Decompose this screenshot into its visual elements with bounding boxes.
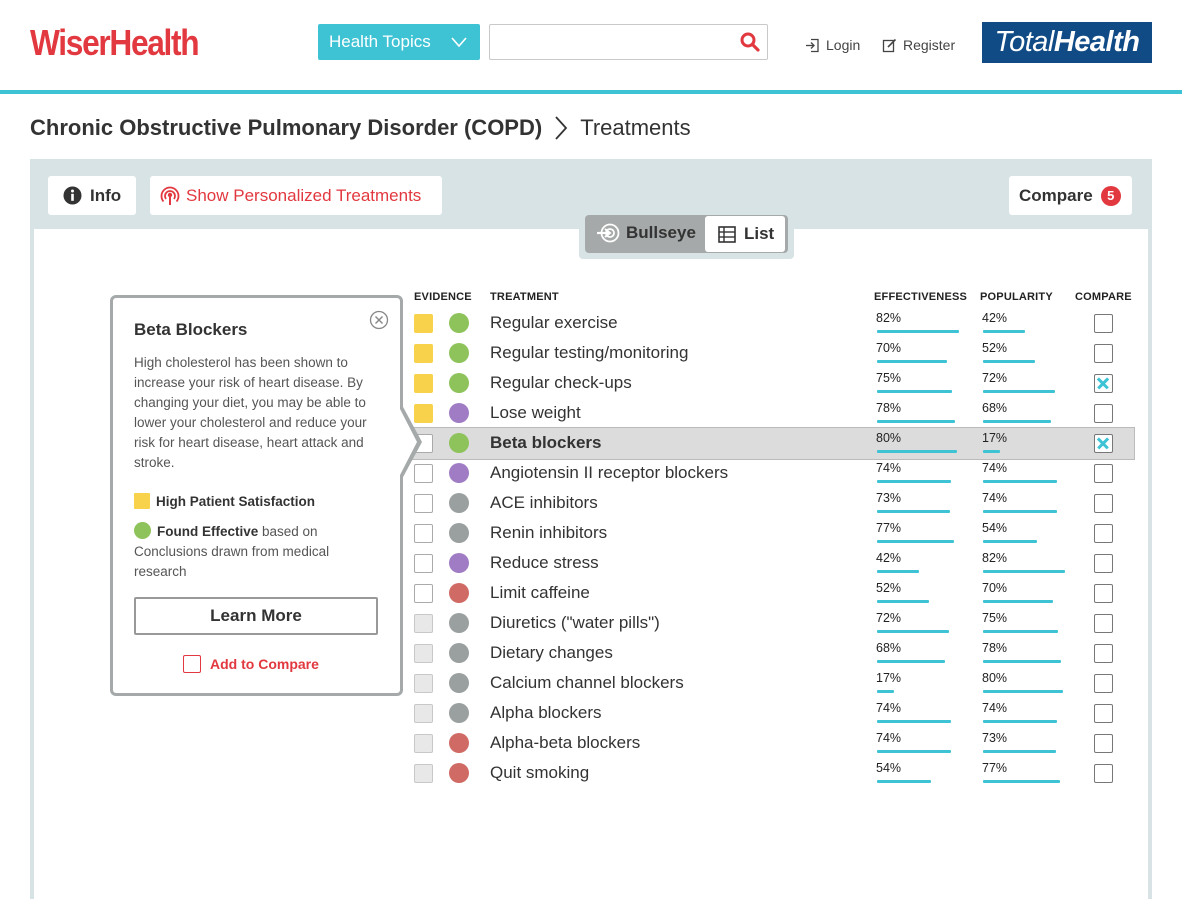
treatment-row[interactable] xyxy=(410,368,1135,398)
evidence-dot-icon xyxy=(449,553,469,573)
view-toggle xyxy=(585,215,788,253)
effectiveness-percent: 74% xyxy=(876,461,902,475)
evidence-square-icon xyxy=(414,524,433,543)
popularity-meter xyxy=(980,491,1070,517)
treatment-name[interactable]: Dietary changes xyxy=(490,643,613,662)
effectiveness-percent: 80% xyxy=(876,431,902,445)
effectiveness-bar xyxy=(877,690,894,693)
effectiveness-bar xyxy=(877,630,949,633)
col-header-treatment: TREATMENT xyxy=(490,291,559,303)
effectiveness-percent: 74% xyxy=(876,731,902,745)
personalized-treatments-button[interactable] xyxy=(150,176,442,215)
compare-checkbox[interactable] xyxy=(1094,314,1113,333)
treatment-row[interactable] xyxy=(410,578,1135,608)
evidence-square-icon xyxy=(414,764,433,783)
popularity-percent: 52% xyxy=(982,341,1008,355)
treatment-name[interactable]: Angiotensin II receptor blockers xyxy=(490,463,729,482)
popularity-meter xyxy=(980,641,1070,667)
compare-button[interactable] xyxy=(1009,176,1132,215)
popularity-percent: 82% xyxy=(982,551,1008,565)
compare-checkbox[interactable] xyxy=(1094,374,1113,393)
treatment-name[interactable]: Regular exercise xyxy=(490,313,618,332)
effectiveness-percent: 74% xyxy=(876,701,902,715)
chevron-right-icon xyxy=(552,114,570,142)
popularity-percent: 72% xyxy=(982,371,1008,385)
popularity-meter xyxy=(980,431,1070,457)
effectiveness-bar xyxy=(877,360,947,363)
effectiveness-meter xyxy=(874,551,964,577)
treatment-row[interactable] xyxy=(409,427,1135,460)
treatment-name[interactable]: Reduce stress xyxy=(490,553,599,572)
evidence-square-icon xyxy=(414,614,433,633)
treatment-row[interactable] xyxy=(410,458,1135,488)
effective-dot-icon xyxy=(134,522,151,539)
treatment-name[interactable]: Lose weight xyxy=(490,403,581,422)
view-toggle-container xyxy=(579,209,794,259)
effectiveness-meter xyxy=(874,641,964,667)
treatment-row[interactable] xyxy=(410,638,1135,668)
search-icon[interactable] xyxy=(739,31,761,53)
evidence-dot-icon xyxy=(449,493,469,513)
login-icon xyxy=(805,38,820,53)
treatment-row[interactable] xyxy=(410,548,1135,578)
compare-checkbox[interactable] xyxy=(1094,644,1113,663)
popularity-bar xyxy=(983,330,1025,333)
popularity-percent: 74% xyxy=(982,461,1008,475)
evidence-dot-icon xyxy=(449,583,469,603)
effectiveness-meter xyxy=(874,431,964,457)
evidence-square-icon xyxy=(414,494,433,513)
personalized-label: Show Personalized Treatments xyxy=(186,185,422,205)
effectiveness-percent: 54% xyxy=(876,761,902,775)
compare-checkbox[interactable] xyxy=(1094,434,1113,453)
evidence-dot-icon xyxy=(449,733,469,753)
effectiveness-percent: 68% xyxy=(876,641,902,655)
compare-checkbox[interactable] xyxy=(1094,734,1113,753)
satisfaction-square-icon xyxy=(134,493,150,509)
compare-checkbox[interactable] xyxy=(1094,674,1113,693)
site-header xyxy=(0,0,1182,94)
popularity-percent: 77% xyxy=(982,761,1008,775)
effectiveness-meter xyxy=(874,491,964,517)
evidence-dot-icon xyxy=(449,313,469,333)
totalhealth-logo-bold: Health xyxy=(1053,26,1140,58)
popularity-meter xyxy=(980,341,1070,367)
popularity-meter xyxy=(980,551,1070,577)
treatment-row[interactable] xyxy=(410,518,1135,548)
evidence-square-icon xyxy=(414,344,433,363)
evidence-square-icon xyxy=(414,734,433,753)
compare-checkbox[interactable] xyxy=(1094,614,1113,633)
effectiveness-percent: 17% xyxy=(876,671,902,685)
compare-checkbox[interactable] xyxy=(1094,704,1113,723)
popularity-percent: 75% xyxy=(982,611,1008,625)
search-box xyxy=(489,24,768,60)
evidence-dot-icon xyxy=(449,673,469,693)
evidence-square-icon xyxy=(414,644,433,663)
popularity-bar xyxy=(983,360,1035,363)
effectiveness-bar xyxy=(877,510,950,513)
treatment-name[interactable]: Regular check-ups xyxy=(490,373,632,392)
treatment-row[interactable] xyxy=(410,698,1135,728)
popularity-percent: 68% xyxy=(982,401,1008,415)
evidence-dot-icon xyxy=(449,343,469,363)
evidence-dot-icon xyxy=(449,613,469,633)
evidence-dot-icon xyxy=(449,643,469,663)
info-label: Info xyxy=(90,185,122,205)
effectiveness-bar xyxy=(877,390,952,393)
effectiveness-percent: 75% xyxy=(876,371,902,385)
broadcast-icon xyxy=(160,186,180,206)
popularity-percent: 80% xyxy=(982,671,1008,685)
treatment-name[interactable]: Quit smoking xyxy=(490,763,590,782)
treatment-row[interactable] xyxy=(410,308,1135,338)
compare-checkbox[interactable] xyxy=(1094,524,1113,543)
evidence-dot-icon xyxy=(449,763,469,783)
popularity-percent: 73% xyxy=(982,731,1008,745)
col-header-compare: COMPARE xyxy=(1075,291,1132,303)
treatment-row[interactable] xyxy=(410,668,1135,698)
popularity-bar xyxy=(983,480,1057,483)
register-label: Register xyxy=(903,37,956,53)
popularity-percent: 42% xyxy=(982,311,1008,325)
popup-pointer-inner xyxy=(400,409,417,475)
popup-description: High cholesterol has been shown to increase your risk of heart disease. By changing your diet, you may be able to lower your cholesterol and reduce your risk for heart disease, heart attack and stroke. xyxy=(134,355,367,470)
list-view-button[interactable] xyxy=(705,216,785,252)
effectiveness-bar xyxy=(877,480,951,483)
treatment-name[interactable]: Alpha-beta blockers xyxy=(490,733,641,752)
treatment-name[interactable]: Beta blockers xyxy=(490,433,602,452)
table-grid-icon xyxy=(718,226,736,243)
treatment-detail-popup xyxy=(110,295,403,696)
effectiveness-meter xyxy=(874,341,964,367)
popularity-meter xyxy=(980,461,1070,487)
popularity-bar xyxy=(983,720,1057,723)
popularity-bar xyxy=(983,660,1061,663)
popularity-bar xyxy=(983,510,1057,513)
bullseye-view-button[interactable] xyxy=(585,215,705,251)
popularity-meter xyxy=(980,371,1070,397)
popularity-meter xyxy=(980,701,1070,727)
effectiveness-meter xyxy=(874,671,964,697)
popularity-percent: 74% xyxy=(982,701,1008,715)
treatment-name[interactable]: ACE inhibitors xyxy=(490,493,598,512)
treatment-name[interactable]: Calcium channel blockers xyxy=(490,673,684,692)
evidence-square-icon xyxy=(414,554,433,573)
treatment-name[interactable]: Renin inhibitors xyxy=(490,523,608,542)
compare-checkbox[interactable] xyxy=(1094,764,1113,783)
evidence-square-icon xyxy=(414,374,433,393)
login-label: Login xyxy=(826,37,861,53)
compare-checkbox[interactable] xyxy=(1094,494,1113,513)
popularity-bar xyxy=(983,630,1058,633)
evidence-square-icon xyxy=(414,674,433,693)
treatment-row[interactable] xyxy=(410,728,1135,758)
effectiveness-percent: 78% xyxy=(876,401,902,415)
col-header-popularity: POPULARITY xyxy=(980,291,1053,303)
effectiveness-percent: 70% xyxy=(876,341,902,355)
effectiveness-percent: 72% xyxy=(876,611,902,625)
popularity-bar xyxy=(983,450,1000,453)
health-topics-label: Health Topics xyxy=(329,32,431,51)
compare-count-badge: 5 xyxy=(1101,186,1121,206)
compare-label: Compare xyxy=(1019,185,1093,205)
effectiveness-percent: 82% xyxy=(876,311,902,325)
evidence-square-icon xyxy=(414,704,433,723)
add-to-compare-checkbox[interactable] xyxy=(183,655,201,673)
effectiveness-bar xyxy=(877,330,959,333)
wiserhealth-logo[interactable]: WiserHealth xyxy=(30,22,199,63)
compare-checkbox[interactable] xyxy=(1094,404,1113,423)
evidence-square-icon xyxy=(414,314,433,333)
popularity-bar xyxy=(983,690,1063,693)
col-header-evidence: EVIDENCE xyxy=(414,291,472,303)
effectiveness-bar xyxy=(877,570,919,573)
search-input[interactable] xyxy=(490,25,730,59)
popup-title: Beta Blockers xyxy=(134,320,248,339)
effectiveness-bar xyxy=(877,450,957,453)
learn-more-button[interactable]: Learn More xyxy=(134,597,378,635)
popularity-meter xyxy=(980,611,1070,637)
breadcrumb-current: Treatments xyxy=(580,115,691,140)
popularity-meter xyxy=(980,731,1070,757)
evidence-dot-icon xyxy=(449,523,469,543)
effectiveness-bar xyxy=(877,720,951,723)
totalhealth-logo-light: Total xyxy=(994,26,1054,58)
popularity-meter xyxy=(980,311,1070,337)
popularity-percent: 74% xyxy=(982,491,1008,505)
register-link[interactable] xyxy=(882,37,955,53)
evidence-dot-icon xyxy=(449,403,469,423)
popularity-bar xyxy=(983,780,1060,783)
legend-satisfaction xyxy=(134,492,384,512)
popularity-percent: 78% xyxy=(982,641,1008,655)
effectiveness-percent: 42% xyxy=(876,551,902,565)
popularity-bar xyxy=(983,390,1055,393)
effectiveness-bar xyxy=(877,600,929,603)
add-to-compare-toggle[interactable] xyxy=(183,655,319,673)
effectiveness-meter xyxy=(874,731,964,757)
list-label: List xyxy=(744,224,775,243)
evidence-dot-icon xyxy=(449,433,469,453)
popularity-meter xyxy=(980,521,1070,547)
popularity-percent: 70% xyxy=(982,581,1008,595)
effectiveness-meter xyxy=(874,611,964,637)
popularity-bar xyxy=(983,600,1053,603)
info-icon xyxy=(63,186,82,205)
popularity-meter xyxy=(980,401,1070,427)
effectiveness-meter xyxy=(874,761,964,787)
treatment-row[interactable] xyxy=(410,338,1135,368)
add-to-compare-label: Add to Compare xyxy=(210,656,319,672)
health-topics-dropdown[interactable] xyxy=(318,24,480,60)
edit-icon xyxy=(882,38,897,53)
close-icon[interactable] xyxy=(369,310,389,330)
bullseye-icon xyxy=(596,223,620,243)
bullseye-label: Bullseye xyxy=(626,223,696,242)
effectiveness-bar xyxy=(877,420,955,423)
effectiveness-bar xyxy=(877,780,931,783)
treatment-row[interactable] xyxy=(410,398,1135,428)
effectiveness-meter xyxy=(874,581,964,607)
popularity-meter xyxy=(980,581,1070,607)
treatment-row[interactable] xyxy=(410,488,1135,518)
chevron-down-icon xyxy=(450,33,468,51)
totalhealth-logo[interactable] xyxy=(982,22,1152,63)
legend-effective xyxy=(134,522,384,582)
compare-checkbox[interactable] xyxy=(1094,464,1113,483)
legend-satisfaction-label: High Patient Satisfaction xyxy=(156,494,316,509)
effectiveness-percent: 73% xyxy=(876,491,902,505)
evidence-dot-icon xyxy=(449,463,469,483)
popularity-bar xyxy=(983,420,1051,423)
effectiveness-percent: 77% xyxy=(876,521,902,535)
effectiveness-bar xyxy=(877,540,954,543)
popularity-bar xyxy=(983,750,1056,753)
login-link[interactable] xyxy=(805,37,860,53)
compare-checkbox[interactable] xyxy=(1094,344,1113,363)
treatment-name[interactable]: Regular testing/monitoring xyxy=(490,343,689,362)
treatment-name[interactable]: Diuretics ("water pills") xyxy=(490,613,660,632)
popularity-percent: 54% xyxy=(982,521,1008,535)
effectiveness-meter xyxy=(874,521,964,547)
compare-checkbox[interactable] xyxy=(1094,584,1113,603)
treatment-row[interactable] xyxy=(410,758,1135,788)
evidence-dot-icon xyxy=(449,373,469,393)
effectiveness-meter xyxy=(874,371,964,397)
popularity-bar xyxy=(983,540,1037,543)
effectiveness-meter xyxy=(874,311,964,337)
treatment-name[interactable]: Limit caffeine xyxy=(490,583,590,602)
breadcrumb-parent[interactable]: Chronic Obstructive Pulmonary Disorder (COPD) xyxy=(30,115,543,140)
evidence-dot-icon xyxy=(449,703,469,723)
breadcrumb xyxy=(30,112,691,144)
effectiveness-meter xyxy=(874,701,964,727)
legend-effective-bold: Found Effective xyxy=(157,524,259,539)
popularity-meter xyxy=(980,671,1070,697)
popularity-bar xyxy=(983,570,1065,573)
effectiveness-bar xyxy=(877,660,945,663)
popularity-meter xyxy=(980,761,1070,787)
effectiveness-percent: 52% xyxy=(876,581,902,595)
effectiveness-meter xyxy=(874,401,964,427)
popularity-percent: 17% xyxy=(982,431,1008,445)
treatment-name[interactable]: Alpha blockers xyxy=(490,703,602,722)
evidence-square-icon xyxy=(414,584,433,603)
effectiveness-bar xyxy=(877,750,951,753)
col-header-effectiveness: EFFECTIVENESS xyxy=(874,291,968,303)
legend-effective-text: based on Conclusions drawn from medical research xyxy=(134,524,330,579)
effectiveness-meter xyxy=(874,461,964,487)
treatment-row[interactable] xyxy=(410,608,1135,638)
compare-checkbox[interactable] xyxy=(1094,554,1113,573)
info-button[interactable] xyxy=(48,176,136,215)
